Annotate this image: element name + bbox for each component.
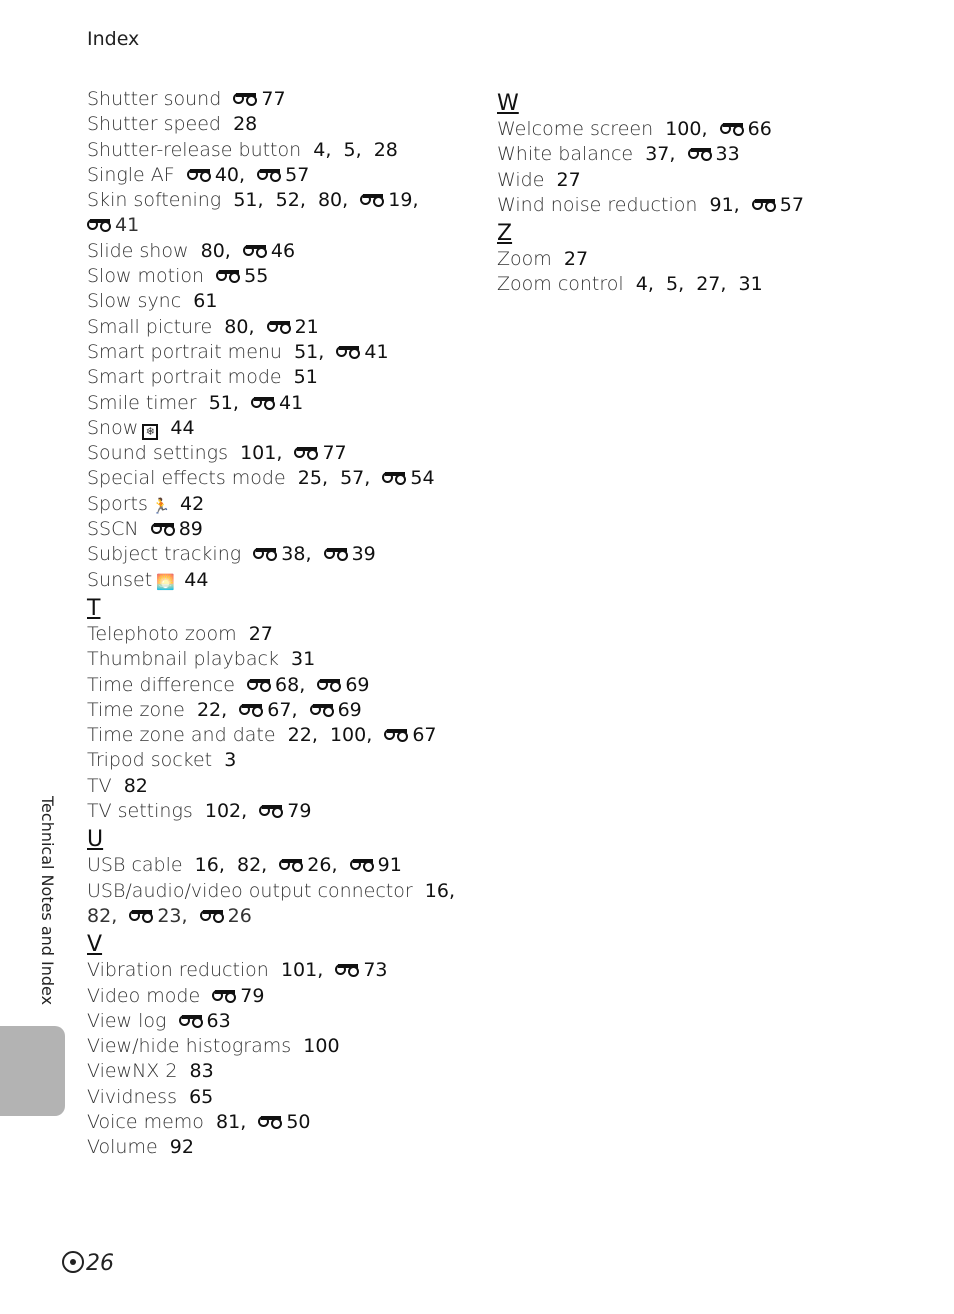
reference-section-icon [267, 321, 295, 334]
reference-page: 63 [179, 1009, 231, 1034]
index-pages: 68, 69 [235, 674, 370, 696]
index-pages: 16, [424, 879, 468, 902]
index-entry [87, 289, 467, 314]
index-pages: 40, 57 [175, 164, 310, 186]
index-pages: 16, 82, 26, 91 [183, 854, 402, 876]
index-term: Smart portrait menu [87, 340, 282, 363]
reference-section-icon [212, 990, 240, 1003]
index-entry [87, 365, 467, 390]
reference-page: 77 [233, 87, 285, 112]
reference-section-icon [233, 93, 261, 106]
reference-section-icon [151, 523, 179, 536]
index-entry [87, 239, 467, 264]
index-entry [87, 517, 467, 542]
reference-page: 19 [360, 188, 412, 213]
reference-page: 67 [384, 723, 436, 748]
reference-section-icon [129, 910, 157, 923]
index-entry [87, 984, 467, 1009]
reference-page: 91 [350, 853, 402, 878]
side-section-label [37, 796, 57, 1011]
reference-section-icon [200, 910, 228, 923]
index-entry [87, 542, 467, 567]
index-letter-heading: W [497, 91, 519, 116]
index-term: Time zone [87, 698, 185, 721]
index-entry [497, 168, 897, 193]
index-entry [87, 340, 467, 365]
index-entry [87, 1059, 467, 1084]
section-tab [0, 1026, 65, 1116]
index-entry [497, 117, 897, 142]
index-pages [221, 88, 285, 110]
index-pages: 42 [180, 492, 205, 515]
index-term: View/hide histograms [87, 1035, 292, 1058]
reference-section-icon [335, 964, 363, 977]
index-pages [139, 518, 203, 540]
index-entry [87, 673, 467, 698]
index-pages: 100 [303, 1035, 340, 1058]
index-term: Tripod socket [87, 749, 213, 772]
index-term: Time zone and date [87, 724, 276, 747]
index-pages: 92 [169, 1136, 194, 1159]
reference-page: 23 [129, 904, 181, 929]
side-section-label-text: Technical Notes and Index [38, 796, 57, 1006]
index-pages: 37, 33 [633, 143, 740, 165]
index-column-right [497, 88, 897, 298]
index-term: Shutter sound [87, 88, 222, 110]
reference-page: 69 [310, 698, 362, 723]
index-entry [87, 112, 467, 137]
index-term: TV settings [87, 800, 193, 823]
index-entry [87, 958, 467, 983]
index-pages: 44 [170, 416, 195, 439]
reference-page: 89 [151, 517, 203, 542]
reference-section-icon [258, 1116, 286, 1129]
index-entry [87, 748, 467, 773]
reference-section-icon [87, 219, 115, 232]
index-entry [87, 1135, 467, 1160]
index-entry [497, 247, 897, 272]
index-entry [87, 879, 467, 904]
index-pages: 44 [184, 568, 209, 591]
reference-section-icon [239, 704, 267, 717]
index-pages: 3 [224, 749, 237, 772]
reference-section-icon [179, 1015, 207, 1028]
reference-page: 55 [216, 264, 268, 289]
reference-page: 41 [87, 213, 139, 238]
index-term: Smile timer [87, 391, 197, 414]
index-entry [87, 87, 467, 112]
index-pages: 51 [293, 366, 318, 389]
index-pages: 22, 100, 67 [276, 724, 437, 746]
reference-page: 67 [239, 698, 291, 723]
reference-section-icon [187, 169, 215, 182]
reference-section-icon [257, 169, 285, 182]
reference-page: 39 [324, 542, 376, 567]
index-pages: 4, 5, 27, 31 [635, 273, 763, 296]
index-pages: 28 [233, 113, 258, 136]
index-entry [87, 622, 467, 647]
sunset-scene-icon: 🌅 [156, 572, 175, 591]
reference-page: 26 [200, 904, 252, 929]
index-term: Sports [87, 492, 148, 515]
index-pages: 61 [193, 290, 218, 313]
index-entry [87, 698, 467, 723]
index-pages: 80, 46 [189, 240, 296, 262]
index-term: Wind noise reduction [497, 193, 698, 216]
index-pages: 102, 79 [193, 800, 312, 822]
index-entry [87, 799, 467, 824]
index-term: Snow [87, 416, 139, 439]
reference-section-icon [294, 447, 322, 460]
index-entry [87, 1009, 467, 1034]
reference-section-icon [259, 805, 287, 818]
index-term: Telephoto zoom [87, 622, 237, 645]
index-pages: 25, 57, 54 [286, 467, 435, 489]
index-entry [87, 416, 467, 441]
index-pages: 27 [556, 168, 581, 191]
index-term: Small picture [87, 315, 213, 338]
technical-notes-icon [62, 1251, 84, 1273]
reference-page: 41 [336, 340, 388, 365]
page-header: Index [87, 28, 140, 50]
index-term: Slow sync [87, 290, 182, 313]
index-term: Time difference [87, 673, 235, 696]
reference-page: 77 [294, 441, 346, 466]
reference-page: 33 [688, 142, 740, 167]
index-entry [87, 774, 467, 799]
index-entry [87, 568, 467, 593]
snow-scene-icon: ❄ [142, 424, 158, 440]
reference-page: 79 [212, 984, 264, 1009]
index-entry [87, 441, 467, 466]
index-entry [87, 138, 467, 163]
reference-section-icon [324, 548, 352, 561]
reference-page: 73 [335, 958, 387, 983]
index-entry [87, 391, 467, 416]
index-term: Zoom [497, 248, 552, 271]
reference-section-icon [253, 548, 281, 561]
index-letter-heading: Z [497, 221, 513, 247]
index-term: Wide [497, 168, 545, 191]
index-term: Thumbnail playback [87, 648, 279, 671]
index-entry [87, 723, 467, 748]
reference-section-icon [720, 123, 748, 136]
index-term: Shutter-release button [87, 138, 302, 161]
reference-page: 57 [257, 163, 309, 188]
index-pages: 4, 5, 28 [313, 138, 398, 161]
index-term: Slide show [87, 239, 189, 262]
index-entry [497, 272, 897, 297]
index-term: View log [87, 1009, 167, 1032]
index-column-left [87, 87, 467, 1161]
index-term: Zoom control [497, 273, 624, 296]
index-letter-heading: V [87, 932, 103, 958]
index-term: Smart portrait mode [87, 366, 282, 389]
index-entry [87, 492, 467, 517]
index-pages [166, 1010, 230, 1032]
index-pages: 80, 21 [212, 316, 319, 338]
reference-page: 69 [317, 673, 369, 698]
index-entry [87, 466, 467, 491]
index-term: Slow motion [87, 265, 205, 288]
index-pages: 31 [291, 648, 316, 671]
index-term: Sunset [87, 568, 153, 591]
index-term: Volume [87, 1136, 158, 1159]
index-term: Skin softening [87, 189, 222, 212]
index-term: Welcome screen [497, 118, 654, 140]
reference-page: 40 [187, 163, 239, 188]
index-entry [497, 193, 897, 218]
index-pages [87, 214, 139, 236]
reference-section-icon [360, 194, 388, 207]
reference-page: 57 [752, 193, 804, 218]
index-pages: 27 [563, 248, 589, 271]
reference-page: 79 [259, 799, 311, 824]
reference-section-icon [382, 472, 410, 485]
index-term: White balance [497, 143, 634, 166]
reference-page: 21 [267, 315, 319, 340]
reference-section-icon [688, 148, 716, 161]
index-entry [87, 163, 467, 188]
index-entry [87, 315, 467, 340]
reference-section-icon [243, 245, 271, 258]
index-pages: 51, 41 [197, 392, 304, 414]
page-number: 26 [86, 1251, 114, 1276]
reference-section-icon [216, 270, 244, 283]
index-term: Vividness [87, 1085, 177, 1108]
index-entry [87, 213, 467, 238]
index-pages [204, 265, 268, 287]
index-letter-heading: U [87, 827, 104, 853]
index-pages: 83 [189, 1060, 214, 1083]
index-term: SSCN [87, 518, 139, 541]
reference-section-icon [384, 729, 412, 742]
reference-page: 38 [253, 542, 305, 567]
index-entry [87, 904, 467, 929]
index-pages [200, 985, 264, 1007]
index-pages: 38, 39 [241, 543, 376, 565]
reference-section-icon [350, 859, 378, 872]
index-entry [87, 188, 467, 213]
reference-page: 50 [258, 1110, 310, 1135]
index-pages: 101, 73 [269, 959, 388, 981]
index-term: Vibration reduction [87, 959, 269, 982]
index-pages: 82 [123, 774, 148, 797]
page-footer [62, 1251, 114, 1276]
reference-section-icon [317, 679, 345, 692]
index-term: ViewNX 2 [87, 1060, 178, 1083]
reference-page: 54 [382, 466, 434, 491]
index-term: USB/audio/video output connector [87, 879, 413, 902]
index-term: Single AF [87, 163, 175, 186]
reference-page: 68 [247, 673, 299, 698]
index-entry [87, 264, 467, 289]
index-term: Shutter speed [87, 113, 221, 136]
reference-section-icon [279, 859, 307, 872]
index-entry [87, 1085, 467, 1110]
reference-section-icon [336, 346, 364, 359]
reference-section-icon [752, 199, 780, 212]
index-pages: 27 [248, 622, 273, 645]
index-entry [497, 142, 897, 167]
index-pages: 82, 23, 26 [87, 905, 252, 927]
index-term: TV [87, 774, 112, 797]
index-term: Subject tracking [87, 543, 242, 566]
index-pages: 91, 57 [697, 194, 804, 216]
reference-page: 26 [279, 853, 331, 878]
index-term: Voice memo [87, 1110, 204, 1133]
index-pages: 100, 66 [653, 118, 772, 140]
index-pages: 51, 52, 80, 19, [221, 189, 430, 211]
sports-scene-icon: 🏃 [151, 496, 171, 515]
index-entry [87, 647, 467, 672]
reference-section-icon [251, 397, 279, 410]
index-term: USB cable [87, 854, 183, 877]
index-pages: 101, 77 [228, 442, 347, 464]
index-pages: 51, 41 [282, 341, 389, 363]
reference-section-icon [247, 679, 275, 692]
reference-page: 66 [720, 117, 772, 142]
index-term: Sound settings [87, 442, 228, 465]
index-term: Video mode [87, 984, 201, 1007]
reference-page: 46 [243, 239, 295, 264]
index-entry [87, 1034, 467, 1059]
index-letter-heading: T [87, 595, 101, 621]
reference-page: 41 [251, 391, 303, 416]
index-pages: 81, 50 [204, 1111, 311, 1133]
index-term: Special effects mode [87, 467, 286, 490]
reference-section-icon [310, 704, 338, 717]
index-pages: 22, 67, 69 [185, 699, 362, 721]
index-entry [87, 853, 467, 878]
index-entry [87, 1110, 467, 1135]
index-pages: 65 [189, 1085, 214, 1108]
